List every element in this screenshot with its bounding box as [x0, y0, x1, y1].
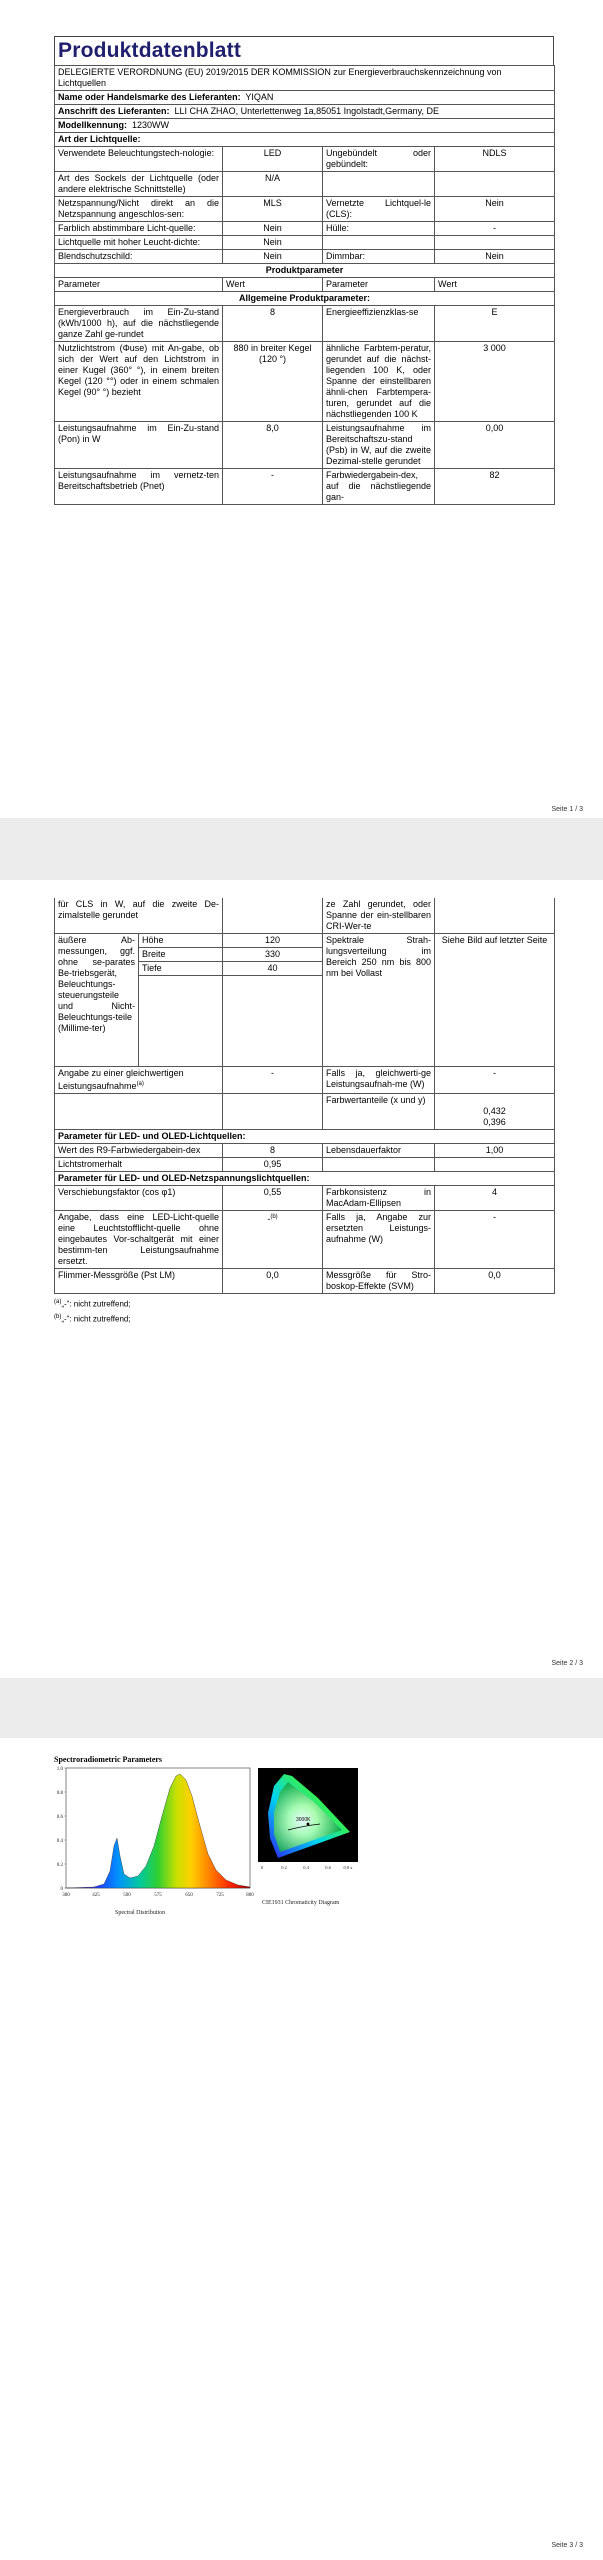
spectrum-caption: Spectral Distribution	[115, 1910, 166, 1916]
table-row	[55, 422, 555, 469]
supplier-name-row	[55, 91, 555, 105]
table-row	[55, 236, 555, 250]
y-ticks	[64, 1768, 66, 1888]
supplier-name-label: Name oder Handelsmarke des Lieferanten:	[58, 92, 241, 102]
column-header-row	[55, 278, 555, 292]
light-type-header: Art der Lichtquelle:	[55, 133, 555, 147]
footnotes	[54, 1296, 554, 1325]
param-value	[223, 1211, 323, 1269]
table-row	[55, 172, 555, 197]
param-label: Energieeffizienzklas-se	[323, 306, 435, 342]
param-label	[55, 1094, 223, 1130]
table-row	[55, 197, 555, 222]
dimensions-label: äußere Ab-messungen, ggf. ohne se-parates Be-triebsgerät, Beleuchtungs-steuerungsteile und Nicht-Beleuchtungs-teile (Millime-ter)	[55, 934, 139, 1067]
table-row	[55, 1094, 555, 1130]
x-tick-label: 380	[62, 1893, 70, 1898]
param-value: 8,0	[223, 422, 323, 469]
dimension-value: 40	[223, 962, 323, 976]
table-row	[55, 306, 555, 342]
y-tick-label: 0.6	[56, 1815, 63, 1820]
param-value: 8	[223, 1144, 323, 1158]
dimension-value: 120	[223, 934, 323, 948]
model-row	[55, 119, 555, 133]
param-value: N/A	[223, 172, 323, 197]
chroma-x-value: 0,432	[483, 1106, 506, 1116]
param-label	[323, 1158, 435, 1172]
param-label: Flimmer-Messgröße (Pst LM)	[55, 1269, 223, 1294]
table-row	[55, 1144, 555, 1158]
table-row	[55, 1186, 555, 1211]
param-label: Lebensdauerfaktor	[323, 1144, 435, 1158]
param-label: Farbwiedergabein-dex, auf die nächstliegende gan-	[323, 469, 435, 505]
param-value	[223, 1094, 323, 1130]
table-row	[55, 1211, 555, 1269]
param-label: Lichtstromerhalt	[55, 1158, 223, 1172]
param-label: Spektrale Strah-lungsverteilung im Bereich 250 nm bis 800 nm bei Vollast	[323, 934, 435, 1067]
param-label: Wert des R9-Farbwiedergabein-dex	[55, 1144, 223, 1158]
y-tick-label: 0.4	[56, 1839, 63, 1844]
cie-caption: CIE1931 Chromaticity Diagram	[262, 1900, 340, 1906]
x-tick-label: 800	[246, 1893, 254, 1898]
param-value: MLS	[223, 197, 323, 222]
table-row	[55, 1158, 555, 1172]
model-value: 1230WW	[132, 120, 170, 130]
supplier-address-label: Anschrift des Lieferanten:	[58, 106, 170, 116]
param-value: Nein	[223, 236, 323, 250]
datasheet-page-2	[54, 898, 554, 1325]
page-separator	[0, 818, 603, 880]
param-label: ze Zahl gerundet, oder Spanne der ein-stellbaren CRI-Wer-te	[323, 898, 435, 934]
param-label	[323, 172, 435, 197]
param-label: Farblich abstimmbare Licht-quelle:	[55, 222, 223, 236]
param-value	[435, 1158, 555, 1172]
param-label	[323, 236, 435, 250]
param-label: Leistungsaufnahme im Bereitschaftszu-stand (Psb) in W, auf die zweite Dezimal-stelle gerundet	[323, 422, 435, 469]
y-tick-label: 0.2	[56, 1863, 63, 1868]
param-label: Messgröße für Stro-boskop-Effekte (SVM)	[323, 1269, 435, 1294]
footnote-item	[54, 1296, 554, 1311]
param-label: Falls ja, Angabe zur ersetzten Leistungs-aufnahme (W)	[323, 1211, 435, 1269]
x-tick-label: 650	[185, 1893, 193, 1898]
param-value: 82	[435, 469, 555, 505]
param-label: Leistungsaufnahme im Ein-Zu-stand (Pon) in W	[55, 422, 223, 469]
table-row	[55, 934, 555, 948]
table-row	[55, 898, 555, 934]
footnote-mark: (b)	[54, 1313, 62, 1320]
footnote-mark: (a)	[54, 1299, 62, 1305]
page-number: Seite 2 / 3	[551, 1660, 583, 1667]
dimension-spacer	[223, 976, 323, 1067]
table-row	[55, 1269, 555, 1294]
dimension-name: Tiefe	[139, 962, 223, 976]
x-tick-label: 0.6	[325, 1865, 331, 1870]
x-tick-label: 725	[216, 1893, 224, 1898]
chromaticity-point	[307, 1823, 310, 1826]
chromaticity-point-label: 3000K	[296, 1817, 311, 1823]
param-value: Nein	[223, 222, 323, 236]
mains-params-header: Parameter für LED- und OLED-Netzspannungslichtquellen:	[55, 1172, 555, 1186]
footnote-ref: (a)	[136, 1081, 144, 1087]
page-number: Seite 1 / 3	[551, 806, 583, 813]
datasheet-table	[54, 65, 555, 505]
page-number: Seite 3 / 3	[551, 2542, 583, 2549]
page-separator	[0, 1678, 603, 1738]
spectral-distribution-chart	[54, 1766, 254, 1904]
param-value: -	[435, 222, 555, 236]
chroma-y-value: 0,396	[483, 1117, 506, 1127]
cie-chromaticity-diagram	[258, 1768, 358, 1872]
x-tick-label: 0	[260, 1865, 264, 1870]
supplier-name-value: YIQAN	[245, 92, 274, 102]
param-value: 4	[435, 1186, 555, 1211]
param-value: -	[223, 469, 323, 505]
supplier-address-row	[55, 105, 555, 119]
param-label: Vernetzte Lichtquel-le (CLS):	[323, 197, 435, 222]
column-header: Wert	[435, 278, 555, 292]
dimension-name: Breite	[139, 948, 223, 962]
page-1	[0, 0, 603, 818]
param-value: LED	[223, 147, 323, 172]
param-value	[435, 236, 555, 250]
dimension-name: Höhe	[139, 934, 223, 948]
param-value	[435, 898, 555, 934]
param-value: 1,00	[435, 1144, 555, 1158]
param-value: -	[435, 1067, 555, 1094]
page-title: Produktdatenblatt	[54, 36, 554, 65]
x-tick-label: 500	[123, 1893, 131, 1898]
param-value: 3 000	[435, 342, 555, 422]
param-value: 0,95	[223, 1158, 323, 1172]
param-label: Farbwertanteile (x und y)	[323, 1094, 435, 1130]
param-value: 0,55	[223, 1186, 323, 1211]
general-params-header: Allgemeine Produktparameter:	[55, 292, 555, 306]
param-value: Nein	[435, 197, 555, 222]
footnote-text: „-“: nicht zutreffend;	[61, 1314, 131, 1324]
x-tick-label: 0.8 x	[343, 1865, 353, 1870]
dimension-spacer	[139, 976, 223, 1067]
led-params-header: Parameter für LED- und OLED-Lichtquellen:	[55, 1130, 555, 1144]
param-value: NDLS	[435, 147, 555, 172]
param-value: 8	[223, 306, 323, 342]
param-label: Dimmbar:	[323, 250, 435, 264]
x-tick-label: 0.4	[303, 1865, 309, 1870]
param-value: 0,00	[435, 422, 555, 469]
param-label: für CLS in W, auf die zweite De-zimalstelle gerundet	[55, 898, 223, 934]
param-value: 0,0	[223, 1269, 323, 1294]
param-value: Nein	[435, 250, 555, 264]
column-header: Parameter	[55, 278, 223, 292]
table-row	[55, 1067, 555, 1094]
y-tick-label: 0.8	[56, 1791, 63, 1796]
supplier-address-value: LLI CHA ZHAO, Unterlettenweg 1a,85051 Ingolstadt,Germany, DE	[174, 106, 440, 116]
table-row	[55, 469, 555, 505]
table-row	[55, 222, 555, 236]
y-tick-label: 1.0	[56, 1767, 63, 1772]
param-label: Ungebündelt oder gebündelt:	[323, 147, 435, 172]
datasheet-table-continued	[54, 898, 555, 1294]
param-label: Lichtquelle mit hoher Leucht-dichte:	[55, 236, 223, 250]
y-tick-label: 0	[60, 1887, 63, 1892]
param-label: Leistungsaufnahme im vernetz-ten Bereitschaftsbetrieb (Pnet)	[55, 469, 223, 505]
param-label: Angabe, dass eine LED-Licht-quelle eine Leuchtstofflicht-quelle ohne eingebautes Vor-schaltgerät mit einer bestimm-ten Leistungsaufnahme ersetzt.	[55, 1211, 223, 1269]
param-value: 0,0	[435, 1269, 555, 1294]
param-value	[223, 898, 323, 934]
datasheet-page-1	[54, 36, 554, 505]
param-label	[55, 1067, 223, 1094]
table-row	[55, 147, 555, 172]
param-label: Nutzlichtstrom (Φuse) mit An-gabe, ob sich der Wert auf den Lichtstrom in einer Kugel (360° °), in einem breiten Kegel (120 °°) oder in einem schmalen Kegel (90° °) bezieht	[55, 342, 223, 422]
param-value: Nein	[223, 250, 323, 264]
column-header: Wert	[223, 278, 323, 292]
param-label: Farbkonsistenz in MacAdam-Ellipsen	[323, 1186, 435, 1211]
page-2	[0, 880, 603, 1678]
param-value: Siehe Bild auf letzter Seite	[435, 934, 555, 1067]
table-row	[55, 342, 555, 422]
x-tick-label: 0.2	[281, 1865, 287, 1870]
param-value	[435, 1094, 555, 1130]
equiv-label: Angabe zu einer gleichwertigen Leistungsaufnahme	[58, 1068, 184, 1091]
model-label: Modellkennung:	[58, 120, 127, 130]
param-value	[435, 172, 555, 197]
param-label: Verwendete Beleuchtungstech-nologie:	[55, 147, 223, 172]
param-label: ähnliche Farbtem-peratur, gerundet auf die nächst-liegenden 100 K, oder Spanne der einstellbaren ähnli-chen Farbtempera-turen, gerundet auf die nächstliegenden 100 K	[323, 342, 435, 422]
product-params-header: Produktparameter	[55, 264, 555, 278]
footnote-ref: (b)	[270, 1214, 278, 1220]
dimension-value: 330	[223, 948, 323, 962]
param-label: Netzspannung/Nicht direkt an die Netzspannung angeschlos-sen:	[55, 197, 223, 222]
param-value-text: -	[267, 1214, 271, 1224]
param-value: -	[223, 1067, 323, 1094]
param-value: -	[435, 1211, 555, 1269]
param-label: Falls ja, gleichwerti-ge Leistungsaufnah-me (W)	[323, 1067, 435, 1094]
param-label: Energieverbrauch im Ein-Zu-stand (kWh/1000 h), auf die nächstliegende ganze Zahl ge-rundet	[55, 306, 223, 342]
column-header: Parameter	[323, 278, 435, 292]
table-row	[55, 250, 555, 264]
x-tick-label: 425	[92, 1893, 100, 1898]
footnote-item	[54, 1311, 554, 1326]
regulation-text: DELEGIERTE VERORDNUNG (EU) 2019/2015 DER KOMMISSION zur Energieverbrauchskennzeichnung von Lichtquellen	[55, 66, 555, 91]
param-label: Verschiebungsfaktor (cos φ1)	[55, 1186, 223, 1211]
param-label: Hülle:	[323, 222, 435, 236]
x-tick-label: 575	[154, 1893, 162, 1898]
param-value: 880 in breiter Kegel (120 °)	[223, 342, 323, 422]
param-value: E	[435, 306, 555, 342]
param-label: Art des Sockels der Lichtquelle (oder andere elektrische Schnittstelle)	[55, 172, 223, 197]
param-label: Blendschutzschild:	[55, 250, 223, 264]
spectrum-title: Spectroradiometric Parameters	[54, 1755, 163, 1764]
footnote-text: „-“: nicht zutreffend;	[61, 1299, 131, 1309]
